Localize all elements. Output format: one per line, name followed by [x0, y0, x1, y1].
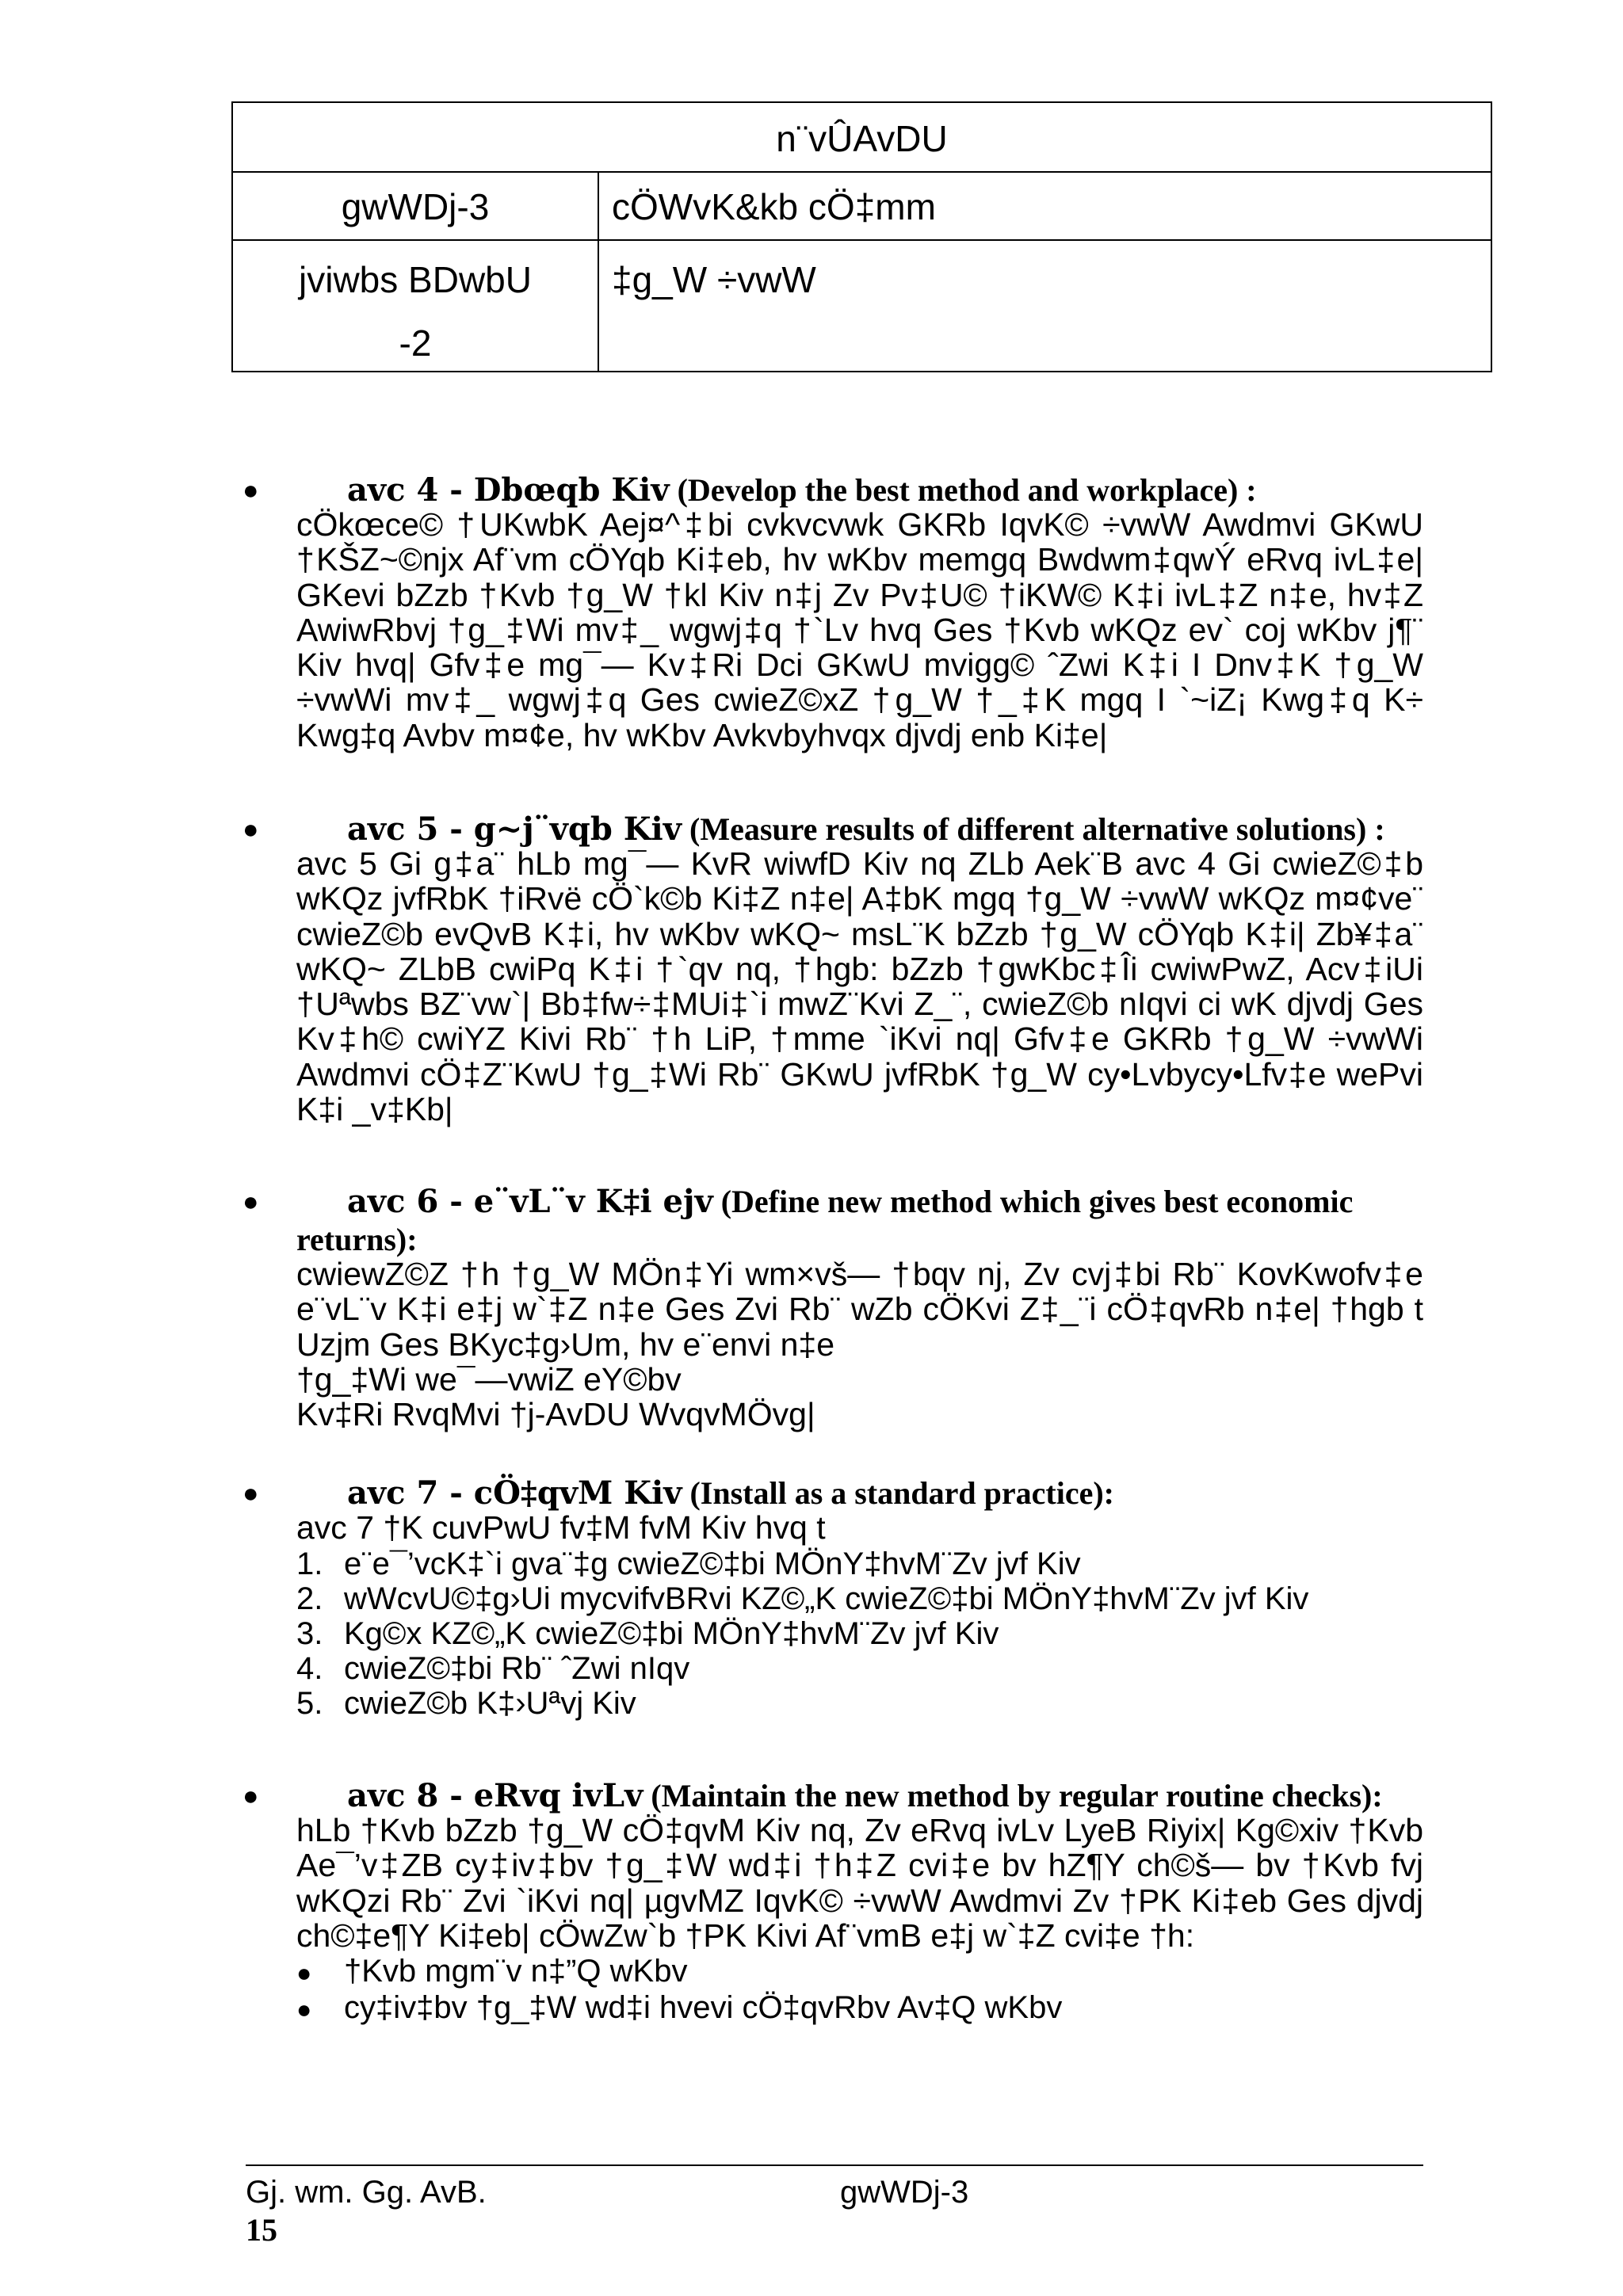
section-body: hLb †Kvb bZzb †g_W cÖ‡qvM Kiv nq, Zv eRvq ivLv LyeB Riyix| Kg©xiv †Kvb Ae¯’v‡ZB cy‡iv‡bv †g_‡W wd‡i †h‡Z cvi‡e bv hZ¶Y ch©š— bv †Kvb fvj wKQzi Rb¨ Zvi `iKvi nq| µgvMZ IqvK© ÷vwW Awdmvi Zv †PK Ki‡eb Ges djvdj ch©‡e¶Y Ki‡eb| cÖwZw`b †PK Kivi Af¨vmB e‡j w`‡Z cvi‡e †h:: [296, 1812, 1423, 1954]
numbered-list: [296, 1547, 1308, 1721]
footer-module: gwWDj-3: [840, 2175, 969, 2210]
learning-unit-number: -2: [399, 322, 432, 364]
section-heading: avc 4 - Dbœqb Kiv (Develop the best method and workplace) :: [347, 471, 1257, 509]
list-item: 3. Kg©x KZ©„K cwieZ©‡bi MÖnY‡hvM¨Zv jvf Kiv: [296, 1616, 999, 1651]
bullet-icon: ●: [242, 1781, 259, 1811]
bullet-icon: ●: [242, 475, 259, 505]
bullet-icon: ●: [242, 1478, 259, 1508]
section-heading: avc 5 - g~j¨vqb Kiv (Measure results of different alternative solutions) :: [347, 810, 1385, 848]
footer-rule: [246, 2164, 1423, 2166]
section-body: avc 5 Gi g‡a¨ hLb mg¯— KvR wiwfD Kiv nq ZLb Aek¨B avc 4 Gi cwieZ©‡b wKQz jvfRbK †iRvë cÖ`k©b Ki‡Z n‡e| A‡bK mgq †g_W ÷vwW wKQz m¤¢ve¨ cwieZ©b evQvB K‡i, hv wKbv wKQ~ msL¨K bZzb †g_W cÖYqb K‡i| Zb¥‡a¨ wKQ~ ZLbB cwiPq K‡i †`qv nq, †hgb: bZzb †gwKbc‡Îi cwiwPwZ, Acv‡iUi †Uªwbs BZ¨vw`| Bb‡fw÷‡MUi‡`i mwZ¨Kvi Z_¨, cwieZ©b nIqvi ci wK djvdj Ges Kv‡h© cwiYZ Kivi Rb¨ †h LiP, †mme `iKvi nq| Gfv‡e GKRb †g_W ÷vwWi Awdmvi cÖ‡Z¨KwU †g_‡Wi Rb¨ GKwU jvfRbK †g_W cy•Lvbycy•Lfv‡e wePvi K‡i _v‡Kb|: [296, 845, 1423, 1128]
list-item: 2. wWcvU©‡g›Ui mycvifvBRvi KZ©„K cwieZ©‡bi MÖnY‡hvM¨Zv jvf Kiv: [296, 1581, 1309, 1616]
learning-unit-label: jviwbs BDwbU: [299, 259, 532, 300]
section-body: cÖkœce© †UKwbK Aej¤^‡bi cvkvcvwk GKRb IqvK© ÷vwW Awdmvi GKwU †KŠZ~©njx Af¨vm cÖYqb Ki‡eb, hv wKbv memgq Bwdwm‡qwÝ eRvq ivL‡e| GKevi bZzb †Kvb †g_W †kl Kiv n‡j Zv Pv‡U© †iKW© K‡i ivL‡Z n‡e, hv‡Z AwiwRbvj †g_‡Wi mv‡_ wgwj‡q †`Lv hvq Ges †Kvb wKQz ev` coj wKbv j¶¨ Kiv hvq| Gfv‡e mg¯— Kv‡Ri Dci GKwU mvigg© ˆZwi K‡i I Dnv‡K †g_W ÷vwWi mv‡_ wgwj‡q Ges cwieZ©xZ †g_W †_‡K mgq I `~iZ¡ Kwg‡q K÷ Kwg‡q Avbv m¤¢e, hv wKbv Avkvbyhvqx djvdj enb Ki‡e|: [296, 506, 1423, 753]
header-table-title-row: [233, 103, 1491, 173]
list-item: 4. cwieZ©‡bi Rb¨ ˆZwi nIqv: [296, 1651, 690, 1686]
header-table-module-row: [233, 171, 1491, 241]
section-heading: avc 6 - e¨vL¨v K‡i ejv (Define new method which gives best economic: [347, 1183, 1354, 1220]
bullet-list: [296, 1954, 1062, 2027]
list-item: 1. e¨e¯’vcK‡`i gva¨‡g cwieZ©‡bi MÖnY‡hvM¨Zv jvf Kiv: [296, 1547, 1081, 1581]
section-heading-continued: returns):: [296, 1222, 418, 1257]
section-body: cwiewZ©Z †h †g_W MÖn‡Yi wm×vš— †bqv nj, Zv cvj‡bi Rb¨ KovKwofv‡e e¨vL¨v K‡i e‡j w`‡Z n‡e Ges Zvi Rb¨ wZb cÖKvi Z‡_¨i cÖ‡qvRb n‡e| †hgb t Uzjm Ges BKyc‡g›Um, hv e¨envi n‡e †g_‡Wi we¯—vwiZ eY©bv Kv‡Ri RvqMvi †j-AvDU WvqvMÖvg|: [296, 1256, 1423, 1433]
learning-unit-title: ‡g_W ÷vwW: [612, 259, 816, 300]
list-item: ● cy‡iv‡bv †g_‡W wd‡i hvevi cÖ‡qvRbv Av‡Q wKbv: [296, 1990, 1063, 2025]
section-heading: avc 8 - eRvq ivLv (Maintain the new method by regular routine checks):: [347, 1777, 1383, 1814]
module-title: cÖWvK&kb cÖ‡mm: [612, 186, 936, 227]
section-intro: avc 7 †K cuvPwU fv‡M fvM Kiv hvq t: [296, 1509, 826, 1546]
bullet-icon: ●: [242, 1187, 259, 1217]
bullet-icon: ●: [296, 1995, 312, 2023]
section-heading: avc 7 - cÖ‡qvM Kiv (Install as a standard practice):: [347, 1474, 1114, 1512]
footer-institution: Gj. wm. Gg. AvB.: [246, 2175, 487, 2210]
module-label: gwWDj-3: [341, 186, 490, 227]
bullet-icon: ●: [242, 814, 259, 845]
page-number: 15: [246, 2212, 277, 2248]
list-item: 5. cwieZ©b K‡›Uªvj Kiv: [296, 1686, 636, 1721]
header-table-divider: [598, 171, 599, 372]
header-table: [231, 101, 1492, 372]
header-table-title: n¨vÛAvDU: [776, 118, 948, 159]
bullet-icon: ●: [296, 1958, 312, 1987]
list-item: ● †Kvb mgm¨v n‡”Q wKbv: [296, 1954, 688, 1989]
